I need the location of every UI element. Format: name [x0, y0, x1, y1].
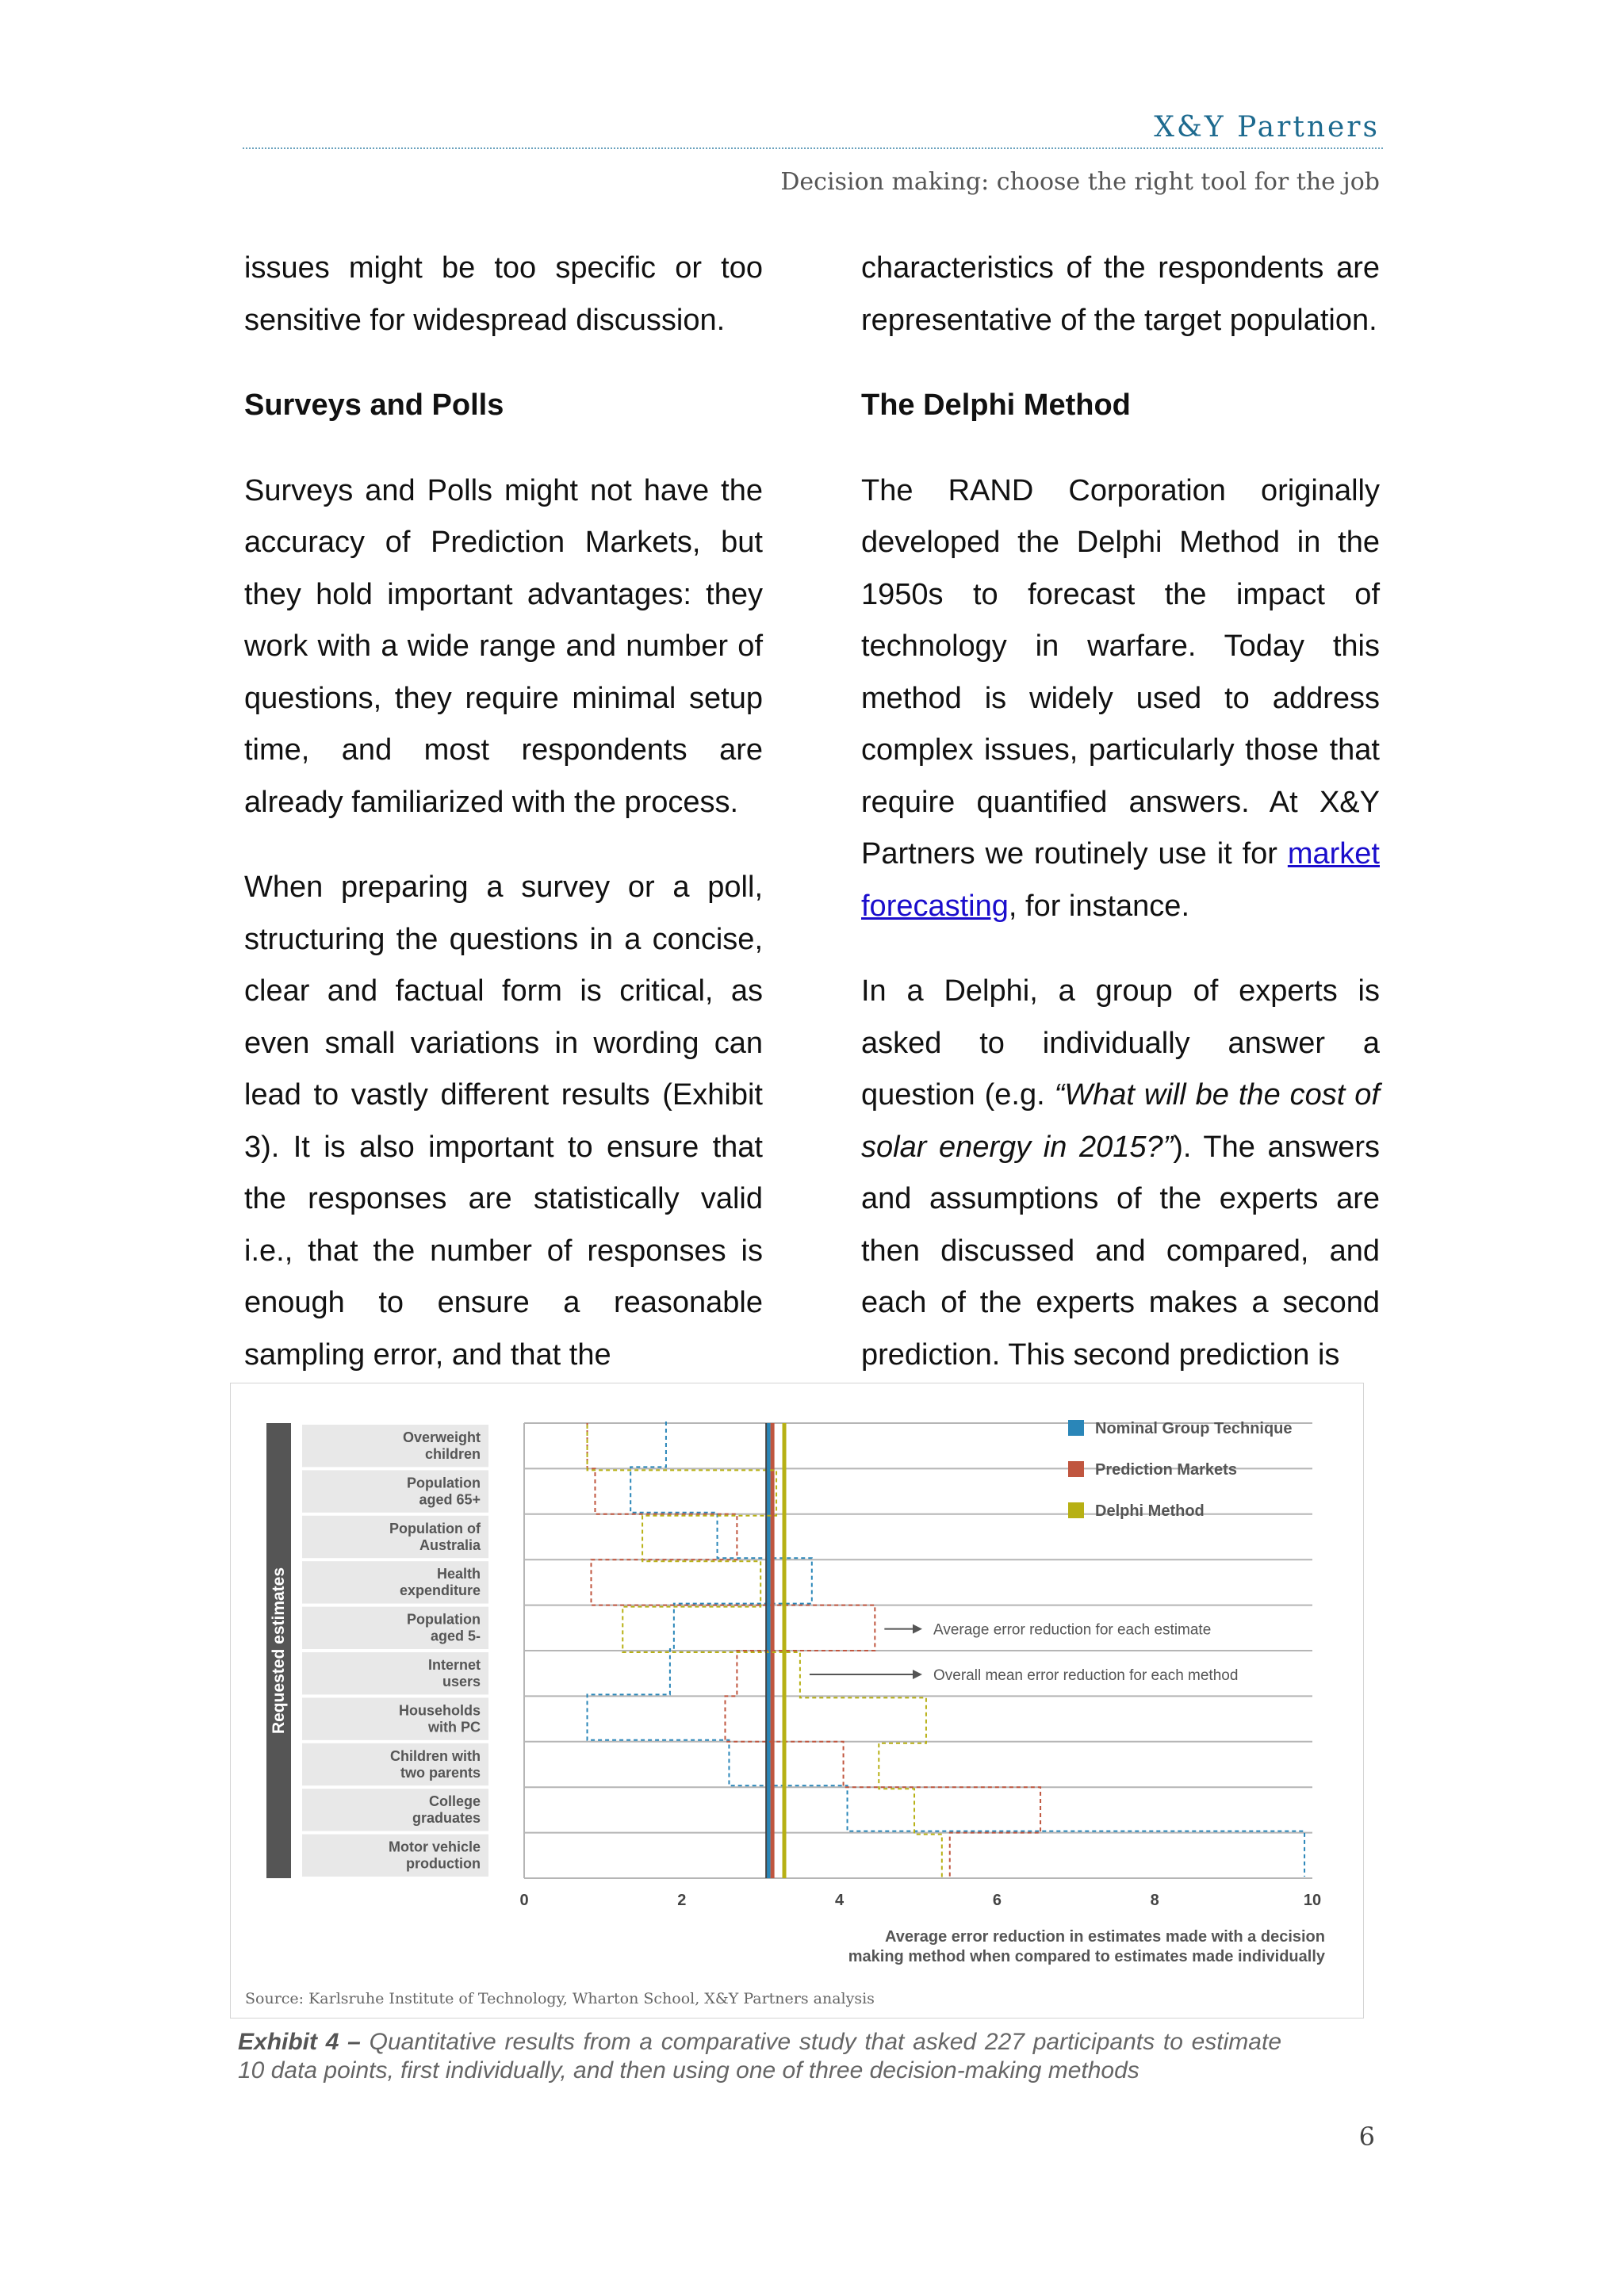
- legend-label-1: Prediction Markets: [1095, 1461, 1237, 1479]
- heading-delphi-method: The Delphi Method: [861, 388, 1131, 422]
- x-tick-label: 0: [519, 1892, 529, 1909]
- category-label: Motor vehicle production: [388, 1839, 481, 1872]
- market-forecasting-link[interactable]: market forecasting: [861, 837, 1380, 923]
- right-p3-end: ). The answers and assumptions of the experts are then discussed and compared, and each of the experts makes a second prediction. This second prediction is: [861, 1130, 1380, 1372]
- legend-swatch-0: [1068, 1420, 1084, 1436]
- x-tick-label: 10: [1303, 1892, 1322, 1909]
- category-label: Health expenditure: [399, 1566, 481, 1599]
- left-paragraph-1: issues might be too specific or too sensitive for widespread discussion.: [244, 251, 763, 337]
- header-subtitle: Decision making: choose the right tool for the job: [780, 168, 1380, 196]
- right-column: [861, 243, 1380, 1414]
- x-tick-label: 4: [835, 1892, 845, 1909]
- x-axis-label-1: Average error reduction in estimates made with a decision: [885, 1928, 1325, 1946]
- header-rule: [243, 147, 1383, 149]
- category-label: Population aged 65+: [407, 1475, 481, 1508]
- annotation-text-0: Average error reduction for each estimate: [933, 1621, 1212, 1639]
- error-reduction-chart: [231, 1383, 1363, 2018]
- category-label: Internet users: [427, 1657, 481, 1689]
- category-label: Households with PC: [398, 1702, 481, 1735]
- category-label: Population aged 5-: [407, 1611, 481, 1644]
- series-line-0: [588, 1422, 1305, 1877]
- caption-lead: Exhibit 4 –: [238, 2029, 361, 2055]
- page-number: 6: [1358, 2122, 1375, 2152]
- category-label: Children with two parents: [390, 1747, 481, 1781]
- x-tick-label: 8: [1150, 1892, 1159, 1909]
- x-axis-label-2: making method when compared to estimates made individually: [848, 1948, 1325, 1965]
- right-paragraph-2: [861, 465, 1380, 933]
- left-paragraph-3: When preparing a survey or a poll, structuring the questions in a concise, clear and factual form is critical, as even small variations in wording can lead to vastly different results (Exhibit 3). It is also important to ensure that the responses are statistically valid i.e., that the number of responses is enough to ensure a reasonable sampling error, and that the: [244, 871, 763, 1372]
- annotation-arrowhead-1: [913, 1670, 922, 1679]
- annotation-text-1: Overall mean error reduction for each method: [933, 1667, 1239, 1684]
- exhibit-4-figure: [230, 1383, 1364, 2019]
- right-paragraph-3: [861, 966, 1380, 1381]
- x-tick-label: 2: [677, 1892, 687, 1909]
- exhibit-caption: [238, 2028, 1281, 2085]
- legend-swatch-2: [1068, 1502, 1084, 1518]
- caption-text: Quantitative results from a comparative study that asked 227 participants to estimate 10 data points, first individually, and then using one of three decision-making methods: [238, 2029, 1281, 2084]
- y-axis-title: Requested estimates: [270, 1567, 288, 1735]
- legend-label-2: Delphi Method: [1095, 1502, 1205, 1520]
- right-p2-text: The RAND Corporation originally developed the Delphi Method in the 1950s to forecast the impact of technology in warfare. Today this method is widely used to address complex issues, particularly those that require quantified answers. At X&Y Partners we routinely use it for: [861, 473, 1380, 871]
- right-p3-text: In a Delphi, a group of experts is asked to individually answer a question (e.g.: [861, 974, 1380, 1112]
- category-label: Population of Australia: [389, 1520, 481, 1553]
- category-label: College graduates: [412, 1793, 481, 1827]
- left-paragraph-2: Surveys and Polls might not have the accuracy of Prediction Markets, but they hold important advantages: they work with a wide range and number of questions, they require minimal setup time, and most respondents are already familiarized with the process.: [244, 473, 763, 819]
- right-p2-end: , for instance.: [1008, 889, 1190, 923]
- x-tick-label: 6: [992, 1892, 1002, 1909]
- annotation-arrowhead-0: [913, 1624, 922, 1634]
- right-paragraph-1: characteristics of the respondents are representative of the target population.: [861, 251, 1380, 337]
- left-column: [244, 243, 763, 1414]
- legend-label-0: Nominal Group Technique: [1095, 1420, 1293, 1437]
- legend-swatch-1: [1068, 1461, 1084, 1477]
- right-p3-quote: “What will be the cost of solar energy in 2015?”: [861, 1078, 1380, 1164]
- chart-source: Source: Karlsruhe Institute of Technology, Wharton School, X&Y Partners analysis: [245, 1990, 875, 2007]
- series-line-2: [588, 1425, 942, 1880]
- heading-surveys-polls: Surveys and Polls: [244, 388, 504, 422]
- header-brand: X&Y Partners: [1154, 111, 1380, 144]
- category-label: Overweight children: [402, 1429, 481, 1462]
